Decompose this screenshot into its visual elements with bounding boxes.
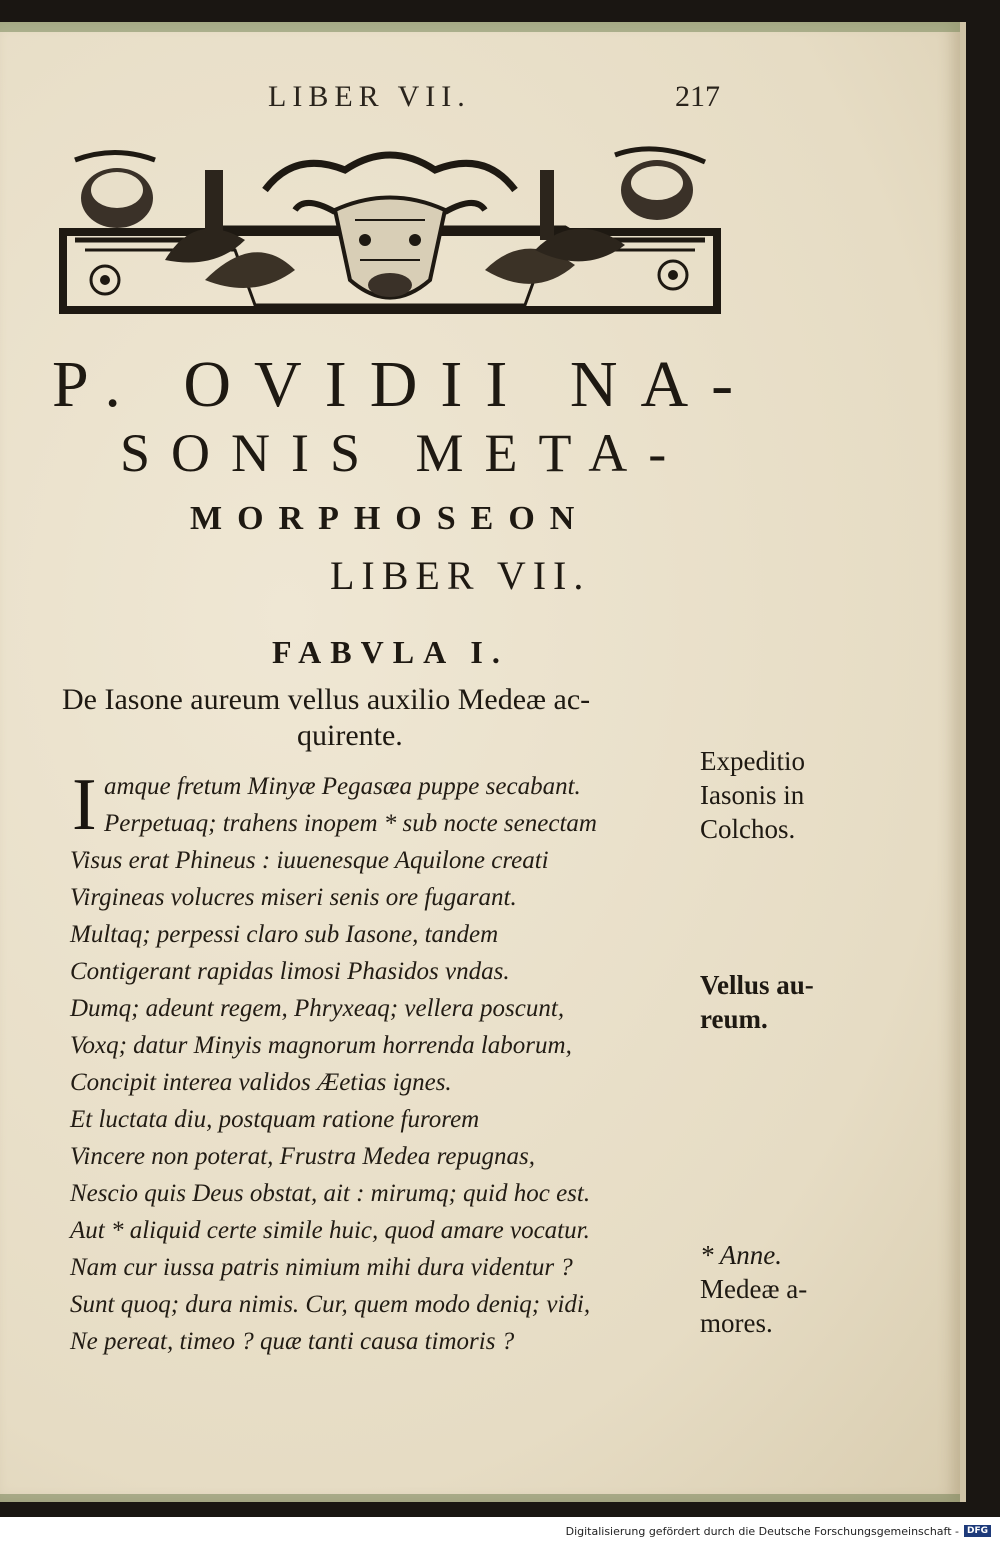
- summary-line-2: quirente.: [297, 719, 403, 752]
- title-line-3: MORPHOSEON: [190, 500, 590, 537]
- verse-line: Nescio quis Deus obstat, ait : mirumq; quid hoc est.: [70, 1180, 591, 1207]
- footer: [566, 1521, 992, 1541]
- verse-line: Visus erat Phineus : iuuenesque Aquilone creati: [70, 847, 549, 874]
- margin-note-line: reum.: [700, 1004, 768, 1034]
- ornamental-woodcut-bull-head-icon: [55, 140, 725, 330]
- margin-note-line: mores.: [700, 1308, 773, 1338]
- verse-line: amque fretum Minyæ Pegasæa puppe secabant.: [104, 773, 581, 800]
- verse-line: Nam cur iussa patris nimium mihi dura videntur ?: [70, 1254, 573, 1281]
- margin-note-medeae-amores: [700, 1238, 870, 1340]
- margin-note-expeditio: [700, 744, 870, 846]
- verse-line: Concipit interea validos Æetias ignes.: [70, 1069, 452, 1096]
- running-head: LIBER VII.: [268, 80, 471, 113]
- summary-line-1: De Iasone aureum vellus auxilio Medeæ ac-: [62, 683, 591, 716]
- margin-note-line: Iasonis in: [700, 780, 805, 810]
- verse-line: Et luctata diu, postquam ratione furorem: [70, 1106, 480, 1133]
- verse-line: Contigerant rapidas limosi Phasidos vndas.: [70, 958, 510, 985]
- verse-line: Sunt quoq; dura nimis. Cur, quem modo deniq; vidi,: [70, 1291, 591, 1318]
- footer-credit: Digitalisierung gefördert durch die Deutsche Forschungsgemeinschaft -: [565, 1524, 959, 1538]
- title-line-4: LIBER VII.: [330, 553, 591, 598]
- fabula-heading: FABVLA I.: [272, 634, 509, 670]
- book-page: [0, 22, 966, 1502]
- margin-note-line: Medeæ a-: [700, 1274, 808, 1304]
- verse-line: Aut * aliquid certe simile huic, quod amare vocatur.: [70, 1217, 590, 1244]
- verse-line: Vincere non poterat, Frustra Medea repugnas,: [70, 1143, 535, 1170]
- fabula-summary: [62, 682, 702, 754]
- title-line-2: SONIS META-: [120, 423, 688, 483]
- margin-note-line: * Anne.: [700, 1240, 782, 1270]
- page-bottom-edge: [0, 1494, 960, 1502]
- margin-note-vellus: [700, 968, 870, 1036]
- page-top-edge: [0, 22, 960, 32]
- verse-line: Virgineas volucres miseri senis ore fugarant.: [70, 884, 517, 911]
- drop-cap: I: [72, 764, 97, 846]
- verse-block: [70, 764, 710, 1360]
- margin-note-line: Colchos.: [700, 814, 796, 844]
- verse-line: Perpetuaq; trahens inopem * sub nocte senectam: [104, 810, 597, 837]
- verse-line: Multaq; perpessi claro sub Iasone, tandem: [70, 921, 499, 948]
- margin-note-line: Vellus au-: [700, 970, 814, 1000]
- dfg-logo-icon: DFG: [963, 1524, 992, 1538]
- title-line-1: P. OVIDII NA-: [52, 348, 757, 421]
- page-number: 217: [675, 80, 720, 113]
- verse-line: Voxq; datur Minyis magnorum horrenda laborum,: [70, 1032, 572, 1059]
- verse-line: Ne pereat, timeo ? quæ tanti causa timoris ?: [70, 1328, 515, 1355]
- verse-line: Dumq; adeunt regem, Phryxeaq; vellera poscunt,: [70, 995, 565, 1022]
- margin-note-line: Expeditio: [700, 746, 805, 776]
